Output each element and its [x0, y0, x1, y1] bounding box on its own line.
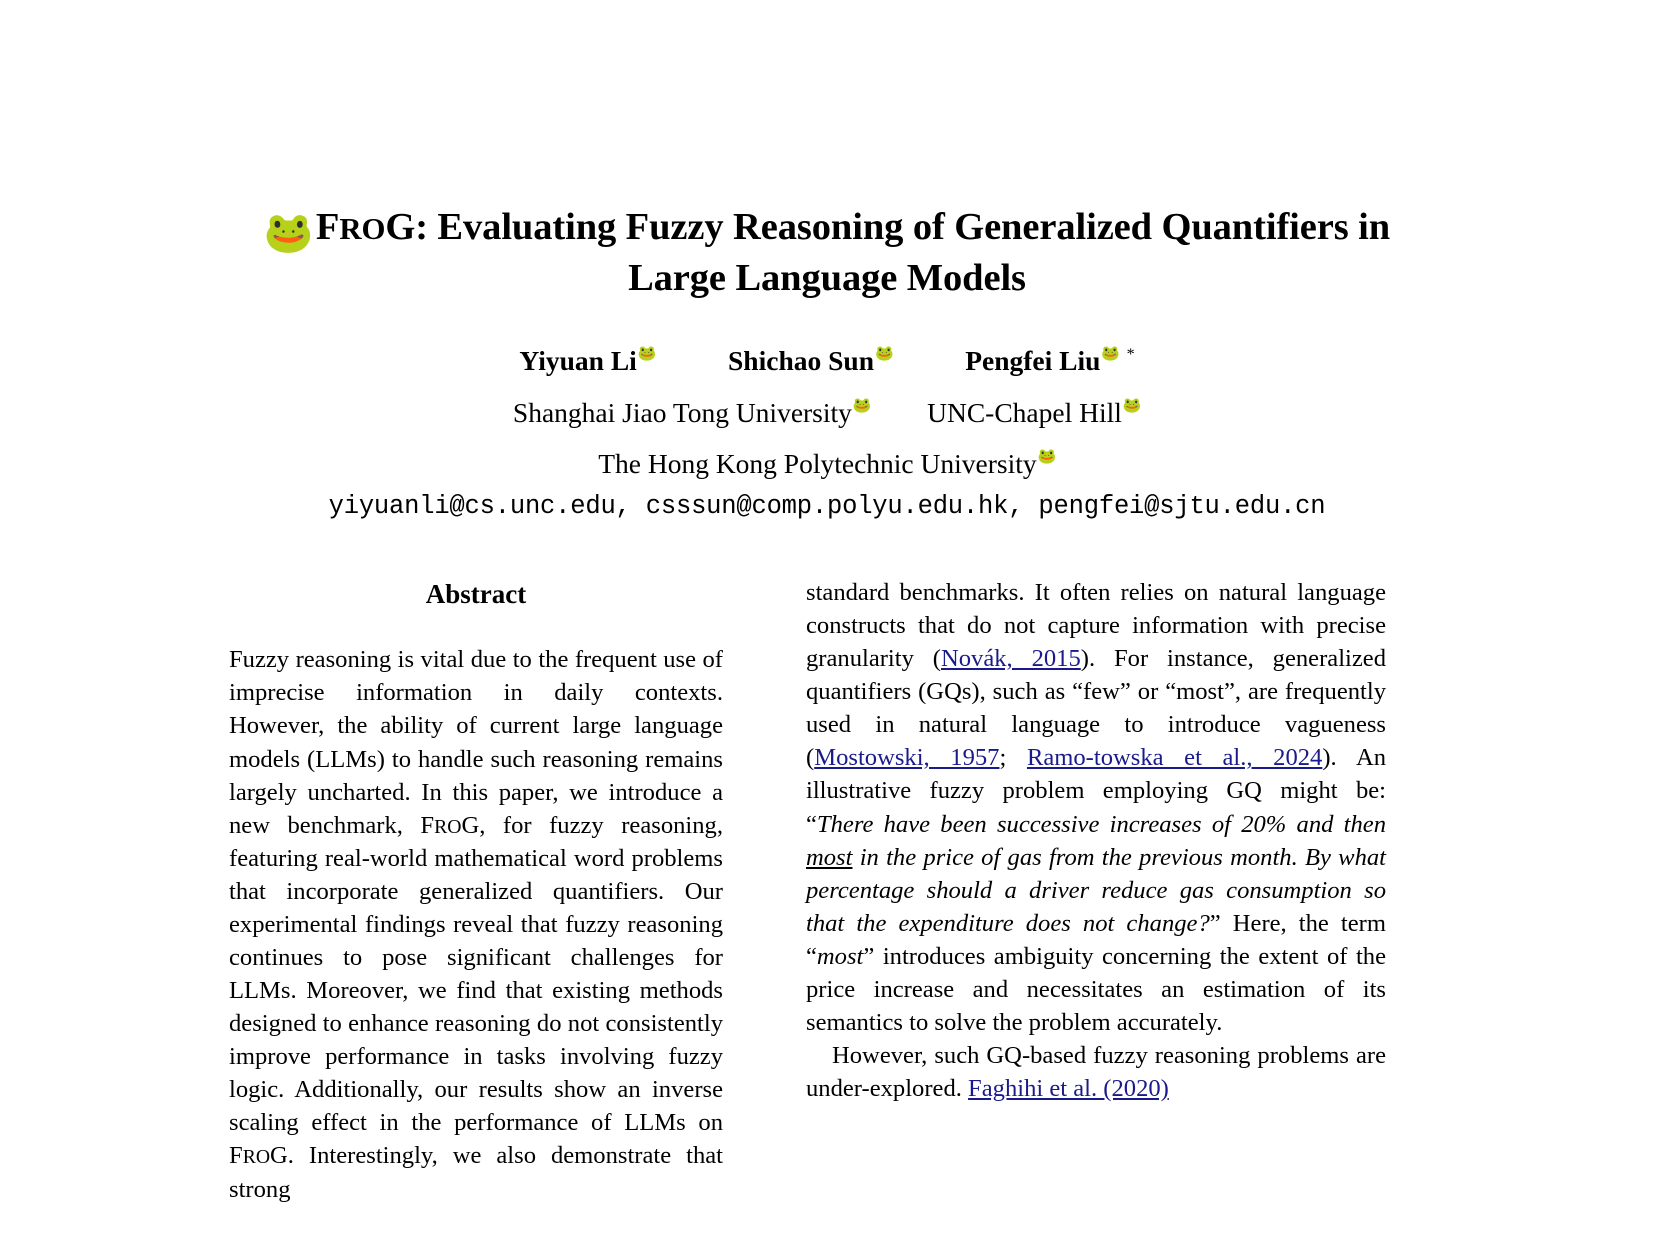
abstract-smallcap-r-1: R [434, 815, 448, 838]
title-smallcap-r: R [339, 212, 362, 246]
intro-text-5: ” introduces ambiguity concerning the extent of the price increase and necessitates an estimation of its semantics to solve the problem accurately. [806, 942, 1386, 1037]
intro-text-3: ). An illustrative fuzzy problem employing GQ might be: “ [806, 744, 1387, 838]
affiliation-name: Shanghai Jiao Tong University [512, 397, 852, 428]
title-line-1-pre: F [315, 206, 340, 248]
author-list [213, 344, 1441, 377]
affiliation-name: The Hong Kong Polytechnic University [598, 448, 1037, 479]
frog-emoji-icon: 🐸 [263, 210, 314, 256]
intro-paragraph-2 [806, 1039, 1386, 1105]
term-most-italic: most [816, 942, 864, 970]
abstract-smallcap-o-2: O [255, 1146, 271, 1169]
affiliation-unc [927, 397, 1141, 428]
title-block [213, 205, 1441, 300]
intro-text-6: However, such GQ-based fuzzy reasoning problems are under-explored. [806, 1042, 1386, 1103]
affiliation-row-1 [213, 396, 1441, 429]
example-quote-emphasis-most: most [806, 843, 853, 871]
abstract-column [229, 576, 723, 1206]
abstract-smallcap-r-2: R [242, 1146, 256, 1169]
abstract-text-3: G. Interestingly, we also demonstrate that strong [229, 1142, 723, 1203]
frog-silhouette-icon: 🐸 [875, 344, 894, 362]
title-line-2: Large Language Models [628, 257, 1026, 299]
page-title [213, 205, 1441, 300]
citation-mostowski-1957[interactable]: Mostowski, 1957 [814, 744, 1000, 772]
author-shichao-sun [728, 344, 893, 377]
citation-ramotowska-2024[interactable]: Ramo-towska et al., 2024 [1026, 744, 1323, 772]
author-name: Shichao Sun [728, 345, 875, 376]
author-emails: yiyuanli@cs.unc.edu, csssun@comp.polyu.edu.hk, pengfei@sjtu.edu.cn [328, 492, 1326, 521]
citation-faghihi-2020[interactable]: Faghihi et al. (2020) [968, 1075, 1169, 1103]
frog-silhouette-icon: 🐸 [637, 344, 657, 362]
affiliation-row-2 [213, 447, 1441, 480]
abstract-body [229, 643, 723, 1205]
abstract-text-2: G, for fuzzy reasoning, featuring real-world mathematical word problems that incorporate generalized quantifiers. Our experimental findings reveal that fuzzy reasoning continues to pose significant challenges for LLMs. Moreover, we find that existing methods designed to enhance reasoning do not consistently improve performance in tasks involving fuzzy logic. Additionally, our results show an inverse scaling effect in the performance of LLMs on F [229, 811, 723, 1170]
example-quote-part-1: There have been successive increases of 20% and then [816, 810, 1386, 838]
author-name: Pengfei Liu [965, 345, 1101, 376]
intro-text-1: standard benchmarks. It often relies on natural language constructs that do not capture information with precise granularity ( [806, 579, 1386, 673]
abstract-smallcap-o-1: O [447, 815, 462, 838]
frog-silhouette-icon: 🐸 [1101, 344, 1120, 362]
citation-novak-2015[interactable]: Novák, 2015 [940, 645, 1081, 673]
affiliation-name: UNC-Chapel Hill [927, 397, 1122, 428]
title-line-1-post: G: Evaluating Fuzzy Reasoning of Generalized Quantifiers in [385, 206, 1391, 248]
corresponding-author-marker: * [1126, 346, 1135, 363]
author-name: Yiyuan Li [519, 345, 637, 376]
intro-text-4: ” Here, the term “ [806, 909, 1386, 970]
intro-paragraph-1 [806, 576, 1386, 1039]
example-quote-part-2: in the price of gas from the previous month. By what percentage should a driver reduce gas consumption so that the expenditure does not change? [806, 843, 1386, 937]
frog-silhouette-icon: 🐸 [1122, 396, 1142, 414]
introduction-column [806, 576, 1386, 1105]
frog-silhouette-icon: 🐸 [852, 396, 872, 414]
intro-text-2: ). For instance, generalized quantifiers (GQs), such as “few” or “most”, are frequently used in natural language to introduce vagueness ( [806, 645, 1386, 772]
abstract-heading: Abstract [425, 579, 527, 609]
author-pengfei-liu [965, 344, 1134, 377]
abstract-text-1: Fuzzy reasoning is vital due to the frequent use of imprecise information in daily contexts. However, the ability of current large language models (LLMs) to handle such reasoning remains largely uncharted. In this paper, we introduce a new benchmark, F [229, 646, 723, 839]
intro-citation-separator: ; [999, 744, 1027, 772]
title-smallcap-o: O [361, 212, 386, 246]
affiliation-sjtu [513, 397, 871, 428]
author-yiyuan-li [519, 344, 656, 377]
frog-silhouette-icon: 🐸 [1037, 447, 1056, 465]
